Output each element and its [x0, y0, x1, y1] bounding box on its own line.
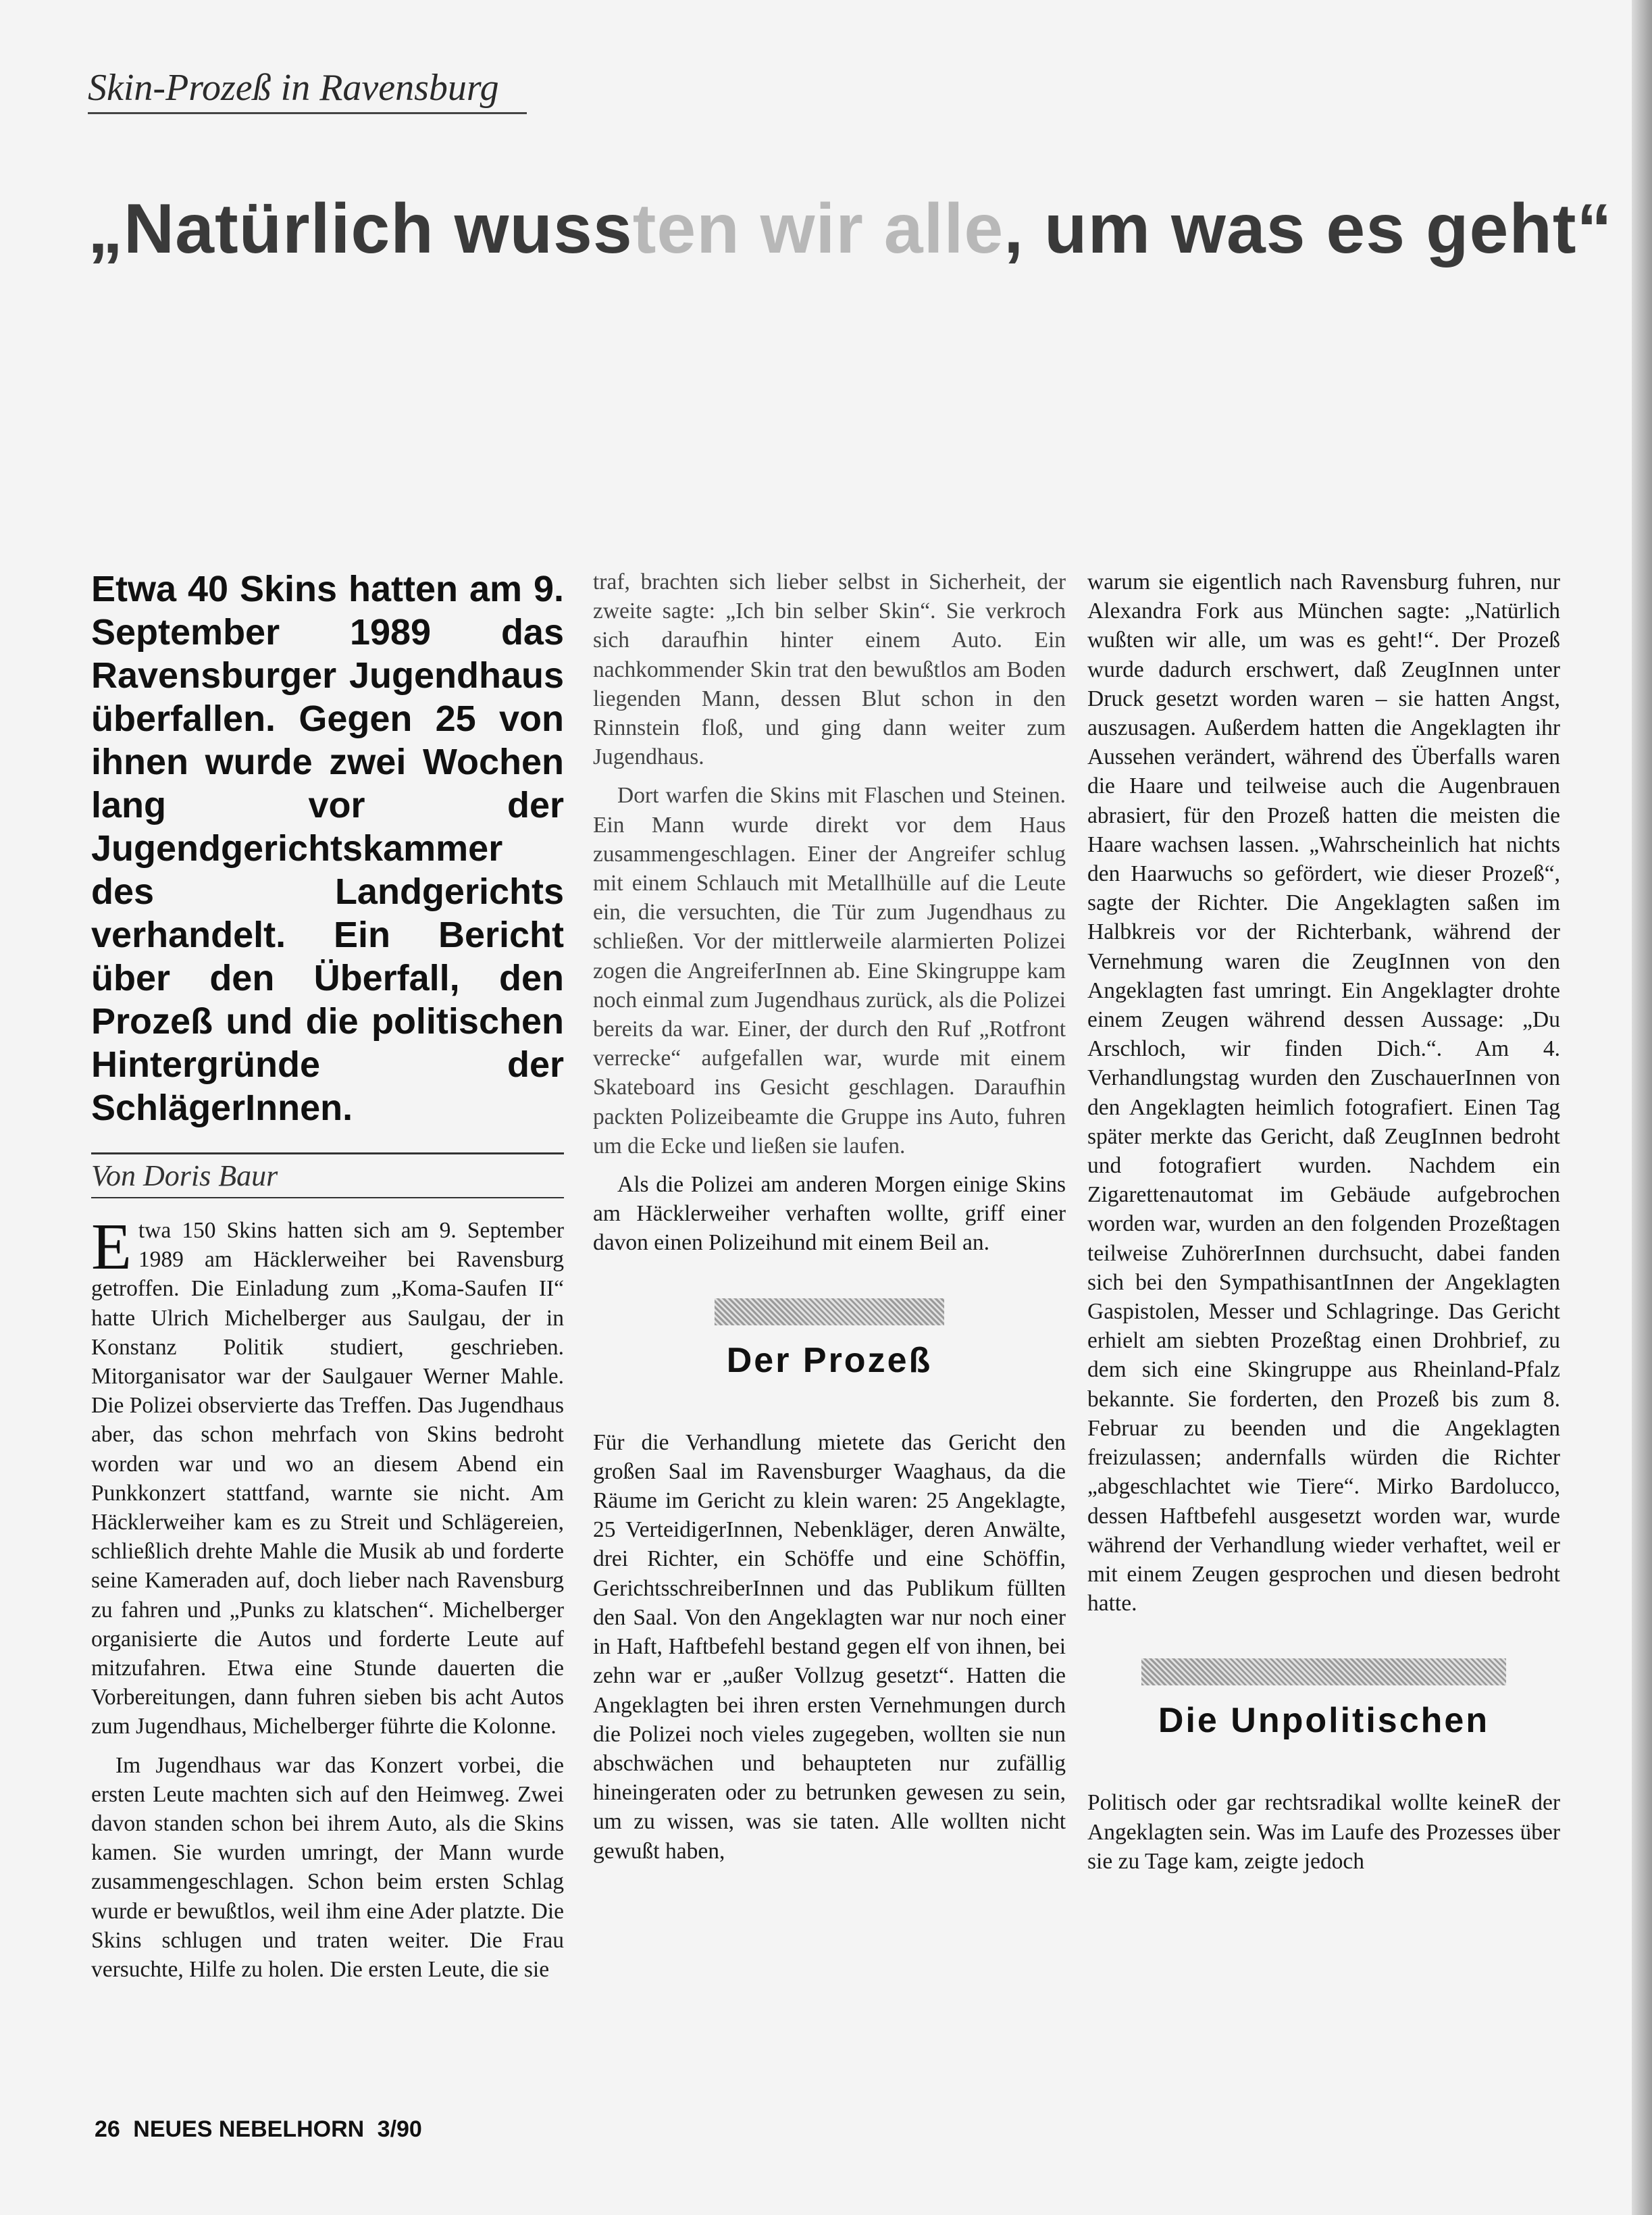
page-number: 26	[95, 2116, 120, 2142]
paragraph-7: warum sie eigentlich nach Ravensburg fuhren, nur Alexandra Fork aus München sagte: „Natürlich wußten wir alle, um was es geht!“. Der Prozeß wurde dadurch erschwert, daß ZeugInnen unter Druck gesetzt worden waren – sie hatten Angst, auszusagen. Außerdem hatten die Angeklagten ihr Aussehen verändert, während des Überfalls waren die Haare und teilweise auch die Augenbrauen abrasiert, für den Prozeß hatten die meisten die Haare wachsen lassen. „Wahrscheinlich hat nichts den Haarwuchs so gefördert, wie dieser Prozeß“, sagte der Richter. Die Angeklagten saßen im Halbkreis vor der Richterbank, während der Vernehmung waren die ZeugInnen von den Angeklagten fast umringt. Ein Angeklagter drohte einem Zeugen während dessen Aussage: „Du Arschloch, wir finden Dich.“. Am 4. Verhandlungstag wurden den ZuschauerInnen von den Angeklagten heimlich fotografiert. Einen Tag später merkte das Gericht, daß ZeugInnen bedroht und fotografiert wurden. Nachdem ein Zigarettenautomat im Gebäude aufgebrochen worden war, wurden an den folgenden Prozeßtagen teilweise ZuhörerInnen durchsucht, dabei fanden sich bei den SympathisantInnen der Angeklagten Gaspistolen, Messer und Schlagringe. Das Gericht erhielt am siebten Prozeßtag einen Drohbrief, zu dem sich eine Skingruppe aus Rheinland-Pfalz bekannte. Sie forderten, den Prozeß bis zum 8. Februar zu beenden und die Angeklagten freizulassen; andernfalls würden die Richter „abgeschlachtet wie Tiere“. Mirko Bardolucco, dessen Haftbefehl ausgesetzt worden war, wurde während der Verhandlung wieder verhaftet, weil er mit einem Zeugen gesprochen und diesen bedroht hatte.	[1087, 569, 1560, 1616]
subhead-block-unpolitischen	[1087, 1658, 1560, 1741]
column-2	[593, 567, 1066, 1875]
subhead-block-prozess	[593, 1298, 1066, 1381]
subhead-prozess: Der Prozeß	[726, 1340, 933, 1380]
halftone-bar	[1141, 1658, 1506, 1685]
section-kicker: Skin-Prozeß in Ravensburg	[88, 66, 527, 114]
publication-name: NEUES NEBELHORN	[133, 2116, 365, 2142]
column-1	[91, 567, 564, 1993]
subhead-unpolitischen: Die Unpolitischen	[1158, 1701, 1490, 1741]
paragraph-4: Dort warfen die Skins mit Flaschen und Steinen. Ein Mann wurde direkt vor dem Haus zusammengeschlagen. Einer der Angreifer schlug mit einem Schlauch mit Metallhülle auf die Leute ein, die versuchten, die Tür zum Jugendhaus zu schließen. Vor der mittlerweile alarmierten Polizei zogen die AngreiferInnen ab. Eine Skingruppe kam noch einmal zum Jugendhaus zurück, als die Polizei bereits da war. Einer, der durch den Ruf „Rotfront verrecke“ aufgefallen war, wurde mit einem Skateboard ins Gesicht geschlagen. Daraufhin packten Polizeibeamte die Gruppe ins Auto, fuhren um die Ecke und ließen sie laufen.	[593, 783, 1066, 1159]
paragraph-2: Im Jugendhaus war das Konzert vorbei, die ersten Leute machten sich auf den Heimweg. Zwei davon standen schon bei ihrem Auto, als die Skins kamen. Sie wurden umringt, der Mann wurde zusammengeschlagen. Schon beim ersten Schlag wurde er bewußtlos, weil ihm eine Ader platzte. Die Skins schlugen und traten weiter. Die Frau versuchte, Hilfe zu holen. Die ersten Leute, die sie	[91, 1752, 564, 1983]
paragraph-1-text: twa 150 Skins hatten sich am 9. September 1989 am Häcklerweiher bei Ravensburg getroffen. Die Einladung zum „Koma-Saufen II“ hatte Ulrich Michelberger aus Saulgau, der in Konstanz Politik studiert, geschrieben. Mitorganisator war der Saulgauer Werner Mahle. Die Polizei observierte das Treffen. Das Jugendhaus aber, das schon mehrfach von Skins bedroht worden war und wo an diesem Abend ein Punkkonzert stattfand, warnte sie nicht. Am Häcklerweiher kam es zu Streit und Schlägereien, schließlich drehte Mahle die Musik ab und forderte seine Kameraden auf, doch lieber nach Ravensburg zu fahren und „Punks zu klatschen“. Michelberger organisierte die Autos und forderte Leute auf mitzufahren. Etwa eine Stunde dauerten die Vorbereitungen, dann fuhren sieben bis acht Autos zum Jugendhaus, Michelberger führte die Kolonne.	[91, 1218, 564, 1739]
headline-part-3: , um was es geht“	[1004, 190, 1613, 268]
headline-part-1: „Natürlich wuss	[88, 190, 633, 268]
headline-part-2-faded: ten wir alle	[632, 190, 1004, 268]
byline-rule	[91, 1152, 564, 1154]
column-3	[1087, 567, 1560, 1885]
article-headline	[88, 189, 1613, 270]
paragraph-8: Politisch oder gar rechtsradikal wollte keineR der Angeklagten sein. Was im Laufe des Prozesses über sie zu Tage kam, zeigte jedoch	[1087, 1790, 1560, 1874]
paragraph-6: Für die Verhandlung mietete das Gericht den großen Saal im Ravensburger Waaghaus, da die Räume im Gericht zu klein waren: 25 Angeklagte, 25 VerteidigerInnen, Nebenkläger, deren Anwälte, drei Richter, ein Schöffe und eine Schöffin, GerichtsschreiberInnen und das Publikum füllten den Saal. Von den Angeklagten war nur noch einer in Haft, Haftbefehl bestand gegen elf von ihnen, bei zehn war er „außer Vollzug gesetzt“. Hatten die Angeklagten bei ihren ersten Vernehmungen durch die Polizei noch vieles zugegeben, wollten sie nun abschwächen und behaupteten nur zufällig hineingeraten oder zu betrunken gewesen zu sein, um zu wissen, was sie taten. Alle wollten nicht gewußt haben,	[593, 1429, 1066, 1864]
halftone-bar	[715, 1298, 944, 1325]
drop-cap: E	[91, 1211, 132, 1283]
page-footer	[95, 2116, 429, 2143]
byline: Von Doris Baur	[91, 1159, 564, 1198]
paragraph-1	[91, 1211, 564, 1741]
paragraph-3: traf, brachten sich lieber selbst in Sicherheit, der zweite sagte: „Ich bin selber Skin“. Sie verkroch sich daraufhin hinter einem Auto. Ein nachkommender Skin trat den bewußtlos am Boden liegenden Mann, dessen Blut schon in den Rinnstein floß, und ging dann weiter zum Jugendhaus.	[593, 569, 1066, 770]
page-edge-shadow	[1632, 0, 1652, 2215]
issue-number: 3/90	[377, 2116, 422, 2142]
paragraph-5: Als die Polizei am anderen Morgen einige Skins am Häcklerweiher verhaften wollte, griff einer davon einen Polizeihund mit einem Beil an.	[593, 1172, 1066, 1256]
article-lead: Etwa 40 Skins hatten am 9. September 1989 das Ravensburger Jugendhaus überfallen. Gegen 25 von ihnen wurde zwei Wochen lang vor der Jugendgerichtskammer des Landgerichts verhandelt. Ein Bericht über den Überfall, den Prozeß und die politischen Hintergründe der SchlägerInnen.	[91, 569, 564, 1128]
